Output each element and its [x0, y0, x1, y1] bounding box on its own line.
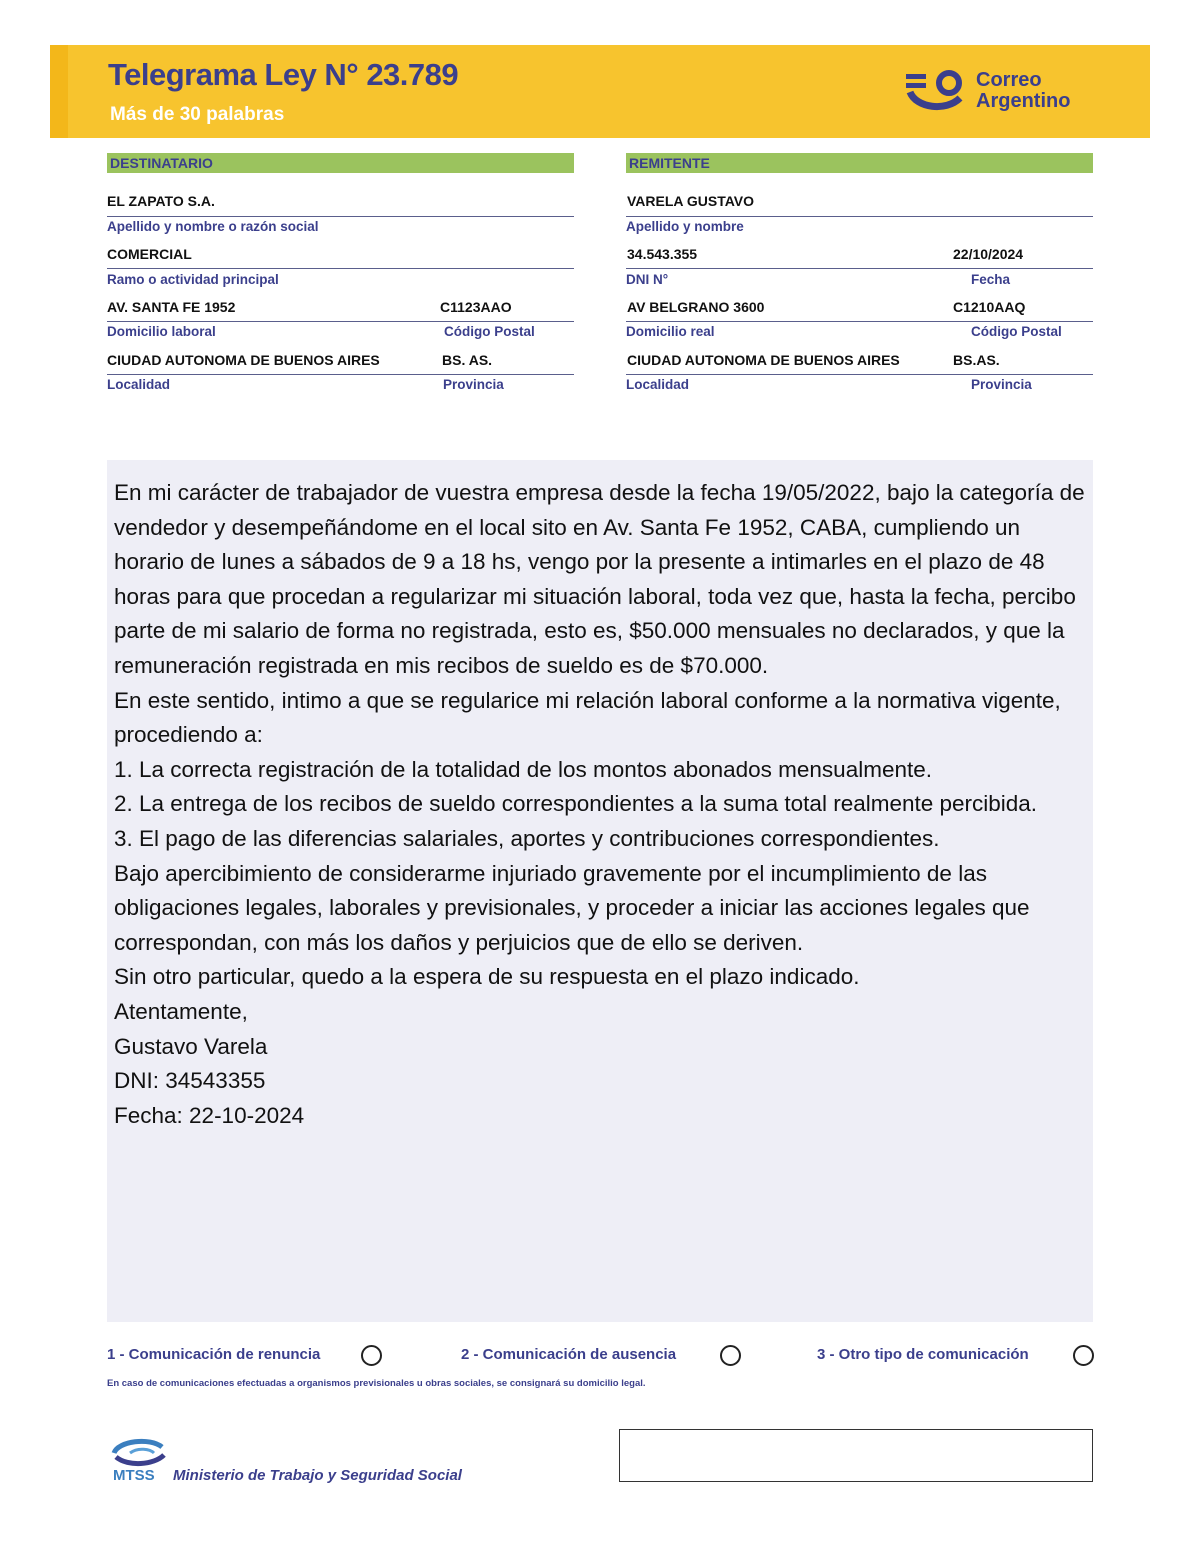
logo-line-1: Correo: [976, 69, 1042, 91]
remitente-dni-label: DNI N°: [626, 272, 669, 287]
message-signature-date: Fecha: 22-10-2024: [114, 1102, 305, 1128]
destinatario-localidad-label: Localidad: [107, 377, 171, 392]
page-title: Telegrama Ley N° 23.789: [108, 57, 459, 92]
destinatario-ramo-label: Ramo o actividad principal: [107, 272, 279, 287]
mtss-logo-icon: [110, 1437, 168, 1467]
divider: [107, 321, 574, 322]
destinatario-domicilio-label: Domicilio laboral: [107, 324, 216, 339]
destinatario-provincia-label: Provincia: [443, 377, 504, 392]
divider: [626, 321, 1093, 322]
message-text: [114, 476, 1086, 1133]
option-renuncia-label: 1 - Comunicación de renuncia: [107, 1346, 321, 1363]
header-stripe: [50, 45, 68, 138]
message-signature-dni: DNI: 34543355: [114, 1068, 266, 1094]
remitente-name-label: Apellido y nombre: [626, 219, 744, 234]
divider: [107, 268, 574, 269]
option-otro-radio[interactable]: [1073, 1345, 1094, 1366]
signature-box[interactable]: [619, 1429, 1093, 1482]
divider: [626, 268, 1093, 269]
destinatario-section-header: DESTINATARIO: [107, 153, 574, 173]
destinatario-name-label: Apellido y nombre o razón social: [107, 219, 319, 234]
destinatario-cp-label: Código Postal: [444, 324, 535, 339]
message-paragraph: 2. La entrega de los recibos de sueldo correspondientes a la suma total realmente percibida.: [114, 791, 1038, 817]
option-renuncia-radio[interactable]: [361, 1345, 382, 1366]
divider: [626, 216, 1093, 217]
destinatario-provincia-field[interactable]: BS. AS.: [442, 352, 493, 368]
option-ausencia-label: 2 - Comunicación de ausencia: [461, 1346, 677, 1363]
correo-argentino-logo-icon: [906, 68, 970, 112]
message-paragraph: En mi carácter de trabajador de vuestra empresa desde la fecha 19/05/2022, bajo la categoría de vendedor y desempeñándome en el local sito en Av. Santa Fe 1952, CABA, cumpliendo un horario de lunes a sábados de 9 a 18 hs, vengo por la presente a intimarles en el plazo de 48 horas para que procedan a regularizar mi situación laboral, toda vez que, hasta la fecha, percibo parte de mi salario de forma no registrada, esto es, $50.000 mensuales no declarados, y que la remuneración registrada en mis recibos de sueldo es de $70.000.: [114, 480, 1085, 678]
message-paragraph: 3. El pago de las diferencias salariales, aportes y contribuciones correspondientes.: [114, 825, 940, 851]
page-subtitle: Más de 30 palabras: [110, 104, 285, 125]
remitente-fecha-field[interactable]: 22/10/2024: [953, 246, 1024, 262]
option-ausencia-radio[interactable]: [720, 1345, 741, 1366]
remitente-cp-field[interactable]: C1210AAQ: [953, 299, 1026, 315]
message-paragraph: Sin otro particular, quedo a la espera de su respuesta en el plazo indicado.: [114, 964, 860, 990]
destinatario-localidad-field[interactable]: CIUDAD AUTONOMA DE BUENOS AIRES: [107, 352, 380, 368]
remitente-localidad-label: Localidad: [626, 377, 690, 392]
remitente-dni-field[interactable]: 34.543.355: [627, 246, 698, 262]
message-closing: Atentamente,: [114, 998, 248, 1024]
destinatario-domicilio-field[interactable]: AV. SANTA FE 1952: [107, 299, 236, 315]
remitente-section-header: REMITENTE: [626, 153, 1093, 173]
message-signature-name: Gustavo Varela: [114, 1033, 268, 1059]
remitente-name-field[interactable]: VARELA GUSTAVO: [627, 193, 755, 209]
destinatario-ramo-field[interactable]: COMERCIAL: [107, 246, 192, 262]
correo-argentino-logo-text: [976, 70, 1070, 112]
footnote: En caso de comunicaciones efectuadas a organismos previsionales u obras sociales, se consignará su domicilio legal.: [107, 1378, 646, 1389]
logo-line-2: Argentino: [976, 90, 1071, 112]
divider: [107, 216, 574, 217]
mtss-abbreviation: MTSS: [113, 1467, 155, 1484]
message-paragraph: 1. La correcta registración de la totalidad de los montos abonados mensualmente.: [114, 756, 932, 782]
destinatario-name-field[interactable]: EL ZAPATO S.A.: [107, 193, 215, 209]
remitente-domicilio-field[interactable]: AV BELGRANO 3600: [627, 299, 765, 315]
remitente-cp-label: Código Postal: [971, 324, 1062, 339]
message-paragraph: Bajo apercibimiento de considerarme injuriado gravemente por el incumplimiento de las obligaciones legales, laborales y previsionales, y proceder a iniciar las acciones legales que correspondan, con más los daños y perjuicios que de ello se deriven.: [114, 860, 1030, 955]
mtss-name: Ministerio de Trabajo y Seguridad Social: [173, 1467, 462, 1484]
remitente-fecha-label: Fecha: [971, 272, 1011, 287]
divider: [626, 374, 1093, 375]
remitente-localidad-field[interactable]: CIUDAD AUTONOMA DE BUENOS AIRES: [627, 352, 900, 368]
divider: [107, 374, 574, 375]
remitente-provincia-label: Provincia: [971, 377, 1032, 392]
remitente-domicilio-label: Domicilio real: [626, 324, 715, 339]
option-otro-label: 3 - Otro tipo de comunicación: [817, 1346, 1029, 1363]
remitente-provincia-field[interactable]: BS.AS.: [953, 352, 1000, 368]
destinatario-cp-field[interactable]: C1123AAO: [440, 299, 512, 315]
message-paragraph: En este sentido, intimo a que se regularice mi relación laboral conforme a la normativa vigente, procediendo a:: [114, 687, 1061, 748]
